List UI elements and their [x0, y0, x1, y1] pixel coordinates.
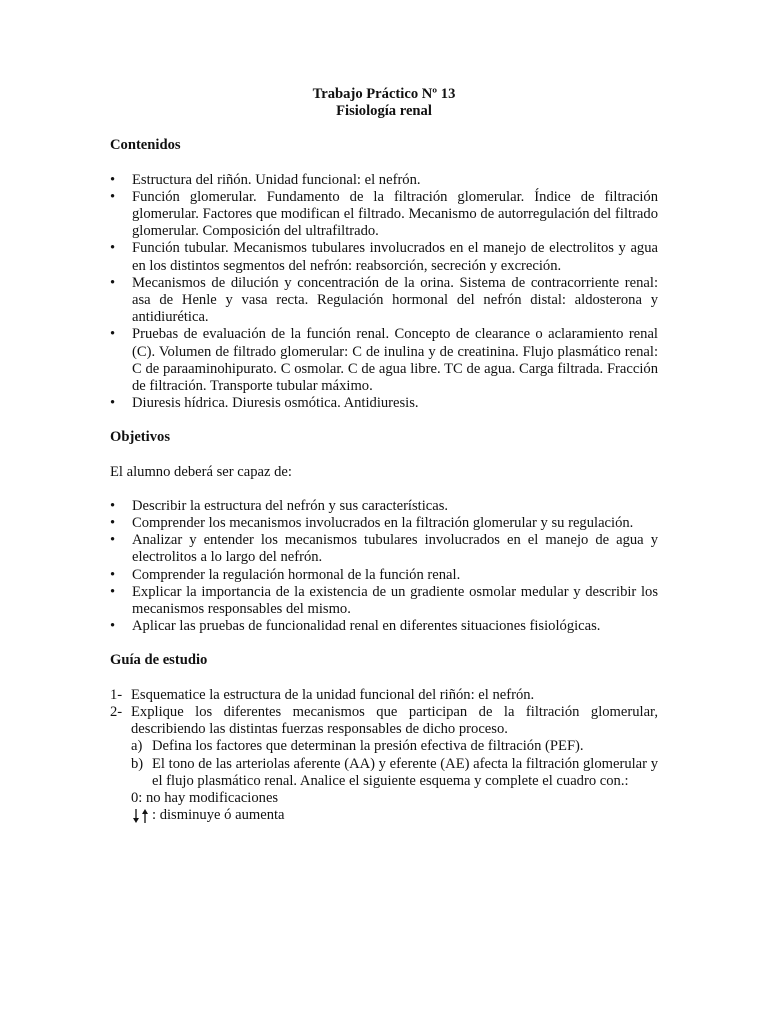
list-item: • Comprender los mecanismos involucrados en la filtración glomerular y su regulación. [110, 515, 658, 532]
guia-heading: Guía de estudio [110, 652, 208, 669]
list-item: • Comprender la regulación hormonal de la función renal. [110, 567, 658, 584]
legend [110, 790, 658, 824]
document-title [110, 86, 658, 120]
item-number: 2- [110, 703, 123, 720]
objetivos-heading: Objetivos [110, 429, 170, 446]
list-item: • Explicar la importancia de la existencia de un gradiente osmolar medular y describir los mecanismos responsables del mismo. [110, 584, 658, 618]
title-line-2: Fisiología renal [336, 103, 432, 120]
list-item [131, 738, 658, 755]
guia-list [110, 687, 658, 790]
list-item: • Función glomerular. Fundamento de la filtración glomerular. Índice de filtración glomerular. Factores que modifican el filtrado. Mecanismo de autorregulación del filtrado glomerular. Composición del ultrafiltrado. [110, 189, 658, 241]
list-item: • Mecanismos de dilución y concentración de la orina. Sistema de contracorriente renal: asa de Henle y vasa recta. Regulación hormonal del nefrón distal: aldosterona y antidiurética. [110, 275, 658, 327]
objetivos-intro: El alumno deberá ser capaz de: [110, 463, 292, 480]
list-item: • Pruebas de evaluación de la función renal. Concepto de clearance o aclaramiento renal (C). Volumen de filtrado glomerular: C de inulina y de creatinina. Flujo plasmático renal: C de paraaminohipurato. C osmolar. C de agua libre. TC de agua. Carga filtrada. Fracción de filtración. Transporte tubular máximo. [110, 326, 658, 395]
contenidos-list [110, 172, 658, 413]
list-item: • Diuresis hídrica. Diuresis osmótica. Antidiuresis. [110, 395, 658, 412]
list-item: • Analizar y entender los mecanismos tubulares involucrados en el manejo de agua y electrolitos a lo largo del nefrón. [110, 532, 658, 566]
list-item [131, 756, 658, 790]
down-up-arrows-icon [131, 808, 152, 824]
item-text: Defina los factores que determinan la presión efectiva de filtración (PEF). [152, 738, 584, 755]
legend-arrows-text: : disminuye ó aumenta [152, 807, 285, 824]
list-item [110, 687, 658, 704]
list-item [110, 704, 658, 790]
item-text: El tono de las arteriolas aferente (AA) y eferente (AE) afecta la filtración glomerular y el flujo plasmático renal. Analice el siguiente esquema y complete el cuadro con.: [152, 755, 658, 789]
item-letter: b) [131, 755, 144, 772]
item-text: Explique los diferentes mecanismos que participan de la filtración glomerular, describiendo las distintas fuerzas responsables de dicho proceso. [131, 703, 658, 738]
list-item: • Describir la estructura del nefrón y sus características. [110, 498, 658, 515]
guia-sublist [131, 738, 658, 790]
legend-arrows-row [131, 807, 658, 824]
item-letter: a) [131, 738, 143, 755]
document-page [110, 86, 658, 824]
title-line-1: Trabajo Práctico Nº 13 [312, 86, 456, 102]
item-text: Esquematice la estructura de la unidad funcional del riñón: el nefrón. [131, 686, 535, 703]
list-item: • Estructura del riñón. Unidad funcional: el nefrón. [110, 172, 658, 189]
contenidos-heading: Contenidos [110, 137, 181, 154]
objetivos-list [110, 498, 658, 636]
legend-zero: 0: no hay modificaciones [131, 789, 279, 806]
item-number: 1- [110, 686, 123, 703]
list-item: • Aplicar las pruebas de funcionalidad renal en diferentes situaciones fisiológicas. [110, 618, 658, 635]
list-item: • Función tubular. Mecanismos tubulares involucrados en el manejo de electrolitos y agua en los distintos segmentos del nefrón: reabsorción, secreción y excreción. [110, 240, 658, 274]
